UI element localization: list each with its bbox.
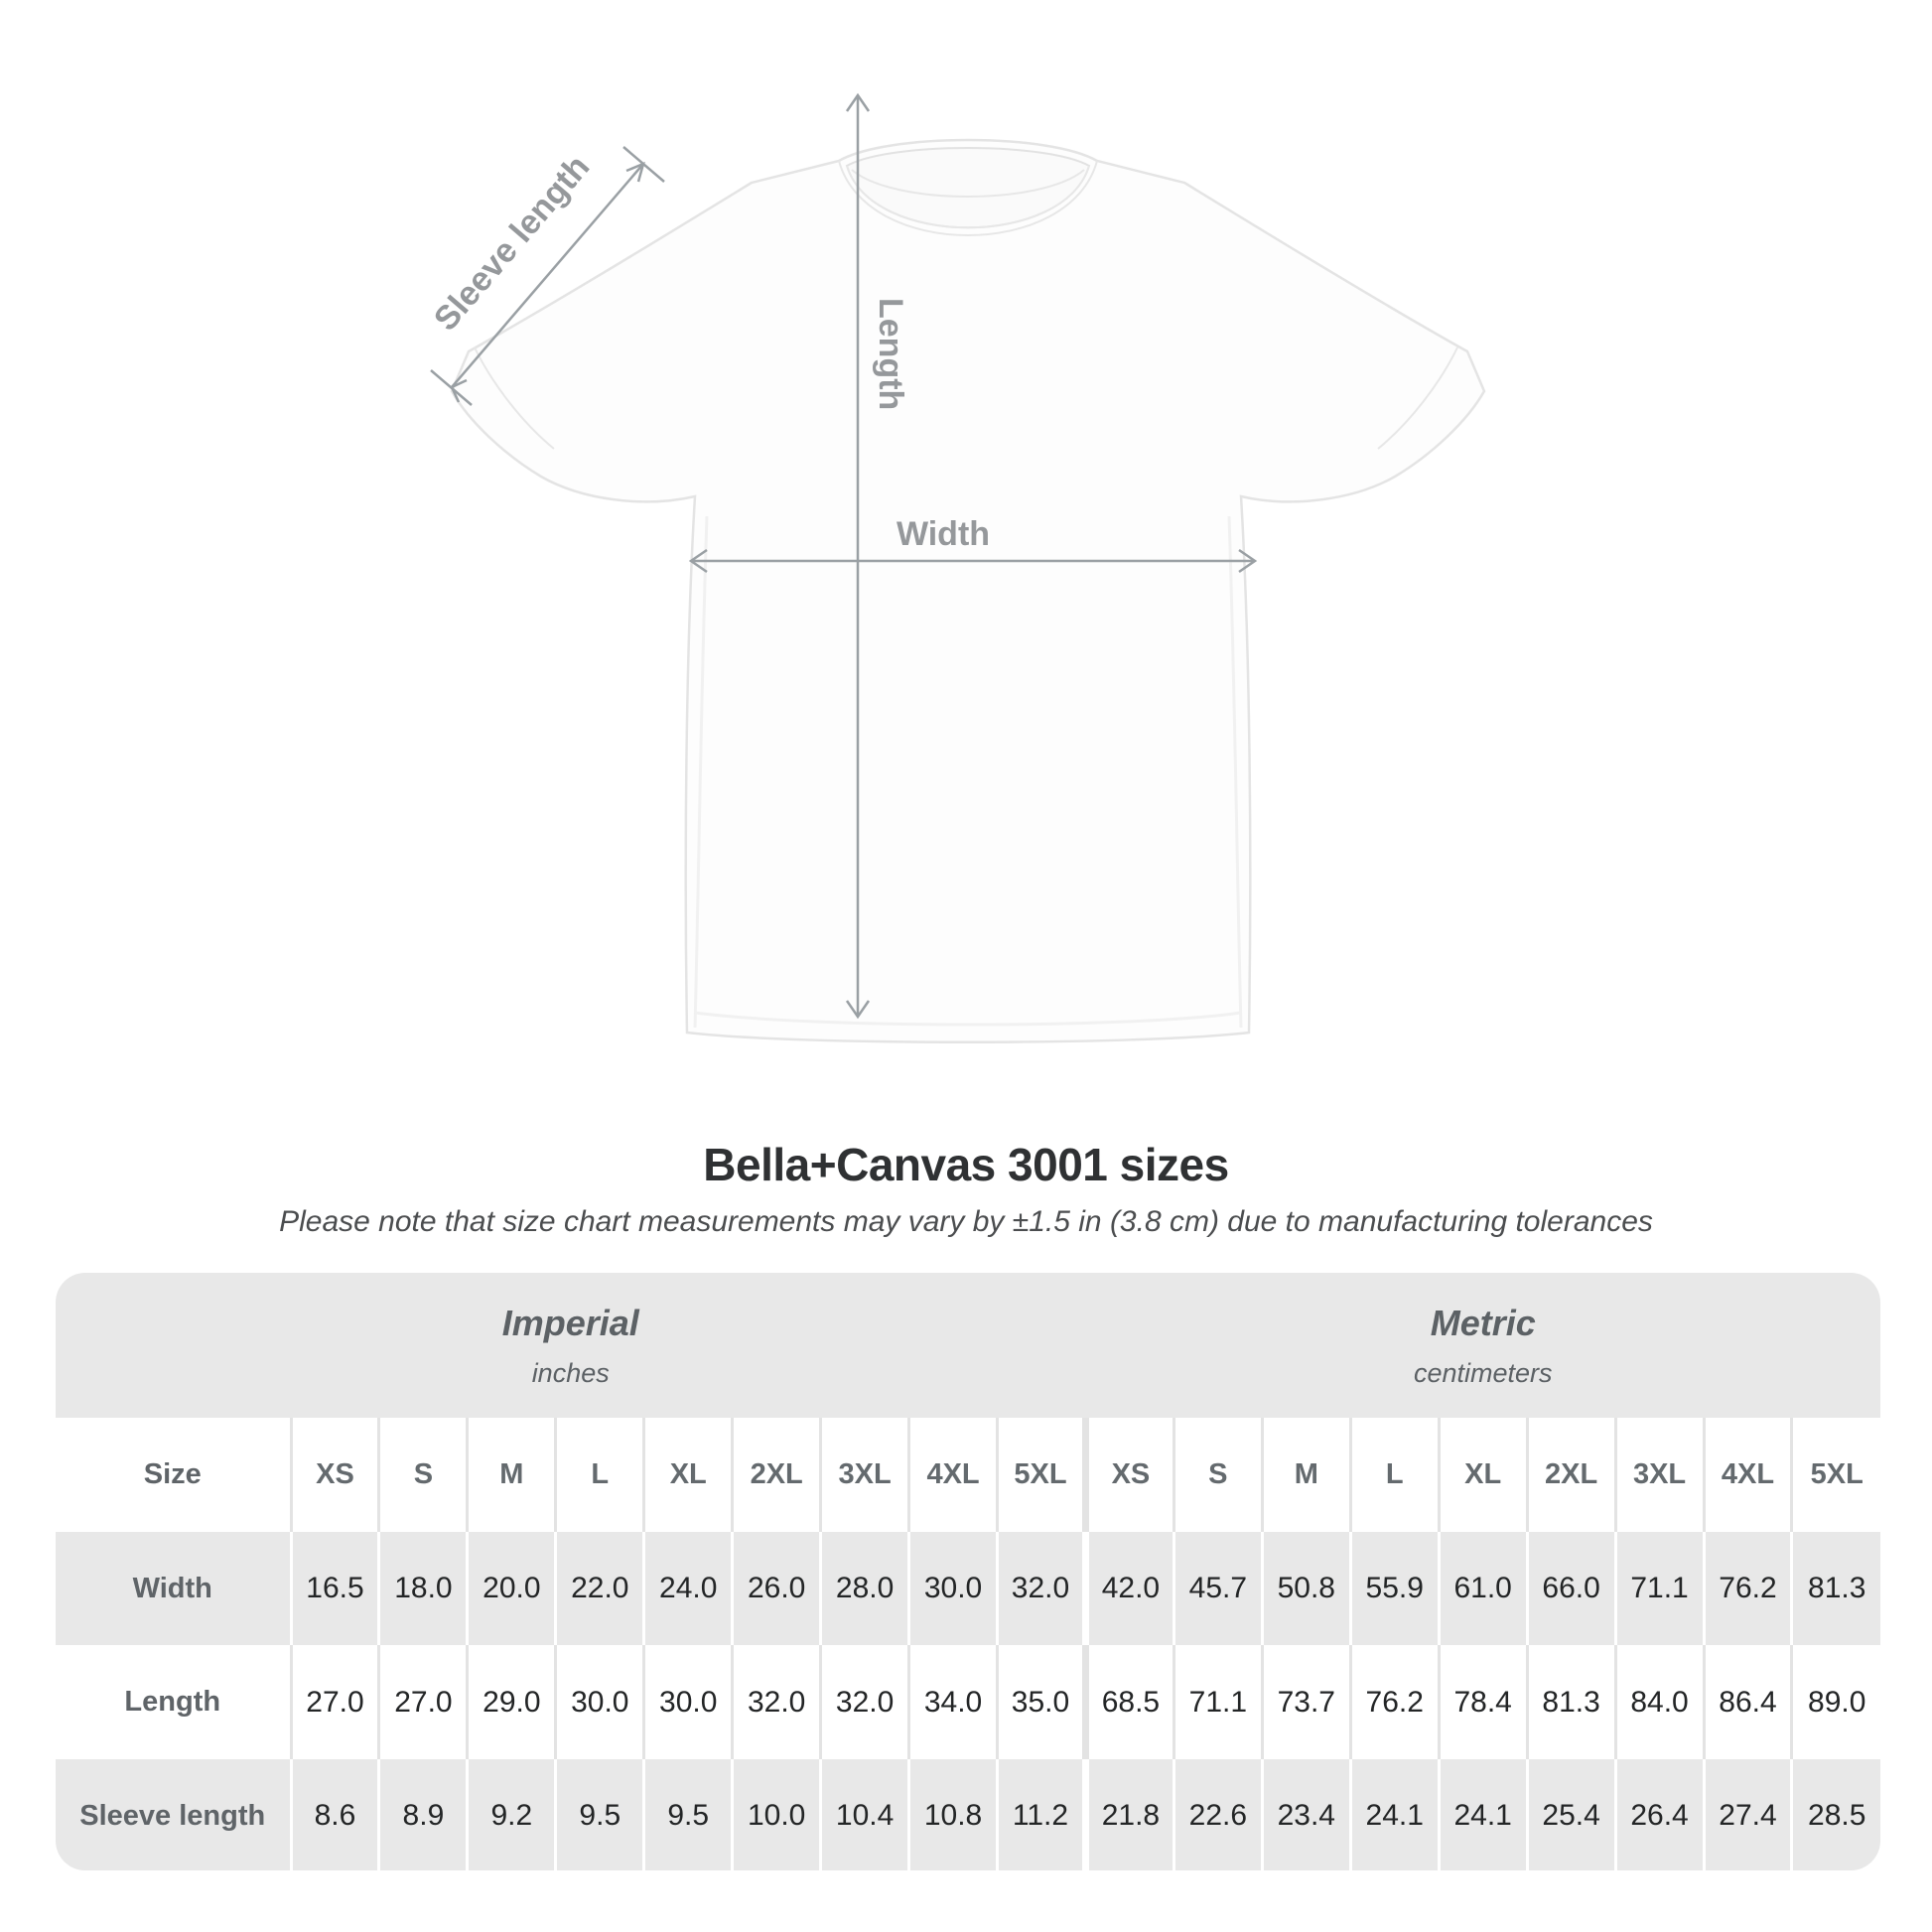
value-imperial: 32.0 bbox=[733, 1645, 821, 1759]
value-imperial: 18.0 bbox=[379, 1532, 468, 1645]
value-imperial: 9.5 bbox=[644, 1759, 733, 1870]
size-header-imperial: 3XL bbox=[821, 1418, 909, 1532]
value-metric: 50.8 bbox=[1262, 1532, 1350, 1645]
tolerance-note: Please note that size chart measurements may vary by ±1.5 in (3.8 cm) due to manufacturing tolerances bbox=[279, 1205, 1653, 1238]
value-metric: 81.3 bbox=[1792, 1532, 1880, 1645]
value-metric: 42.0 bbox=[1085, 1532, 1173, 1645]
row-label: Length bbox=[56, 1645, 291, 1759]
value-metric: 24.1 bbox=[1350, 1759, 1439, 1870]
value-imperial: 29.0 bbox=[468, 1645, 556, 1759]
value-metric: 76.2 bbox=[1704, 1532, 1792, 1645]
size-header-metric: 2XL bbox=[1527, 1418, 1615, 1532]
size-header-imperial: 5XL bbox=[998, 1418, 1086, 1532]
value-imperial: 9.2 bbox=[468, 1759, 556, 1870]
size-header-imperial: M bbox=[468, 1418, 556, 1532]
value-metric: 22.6 bbox=[1173, 1759, 1262, 1870]
size-header-row bbox=[56, 1418, 1880, 1532]
size-header-metric: XL bbox=[1439, 1418, 1527, 1532]
size-header-imperial: XS bbox=[291, 1418, 379, 1532]
value-metric: 21.8 bbox=[1085, 1759, 1173, 1870]
sleeve-length-label: Sleeve length bbox=[426, 148, 598, 339]
value-metric: 86.4 bbox=[1704, 1645, 1792, 1759]
value-imperial: 26.0 bbox=[733, 1532, 821, 1645]
value-imperial: 27.0 bbox=[291, 1645, 379, 1759]
length-label: Length bbox=[872, 298, 909, 411]
value-imperial: 30.0 bbox=[909, 1532, 998, 1645]
value-imperial: 16.5 bbox=[291, 1532, 379, 1645]
value-imperial: 35.0 bbox=[998, 1645, 1086, 1759]
size-header-metric: 3XL bbox=[1615, 1418, 1704, 1532]
size-table-body bbox=[56, 1273, 1880, 1870]
value-metric: 24.1 bbox=[1439, 1759, 1527, 1870]
value-imperial: 34.0 bbox=[909, 1645, 998, 1759]
size-header-metric: S bbox=[1173, 1418, 1262, 1532]
value-imperial: 8.6 bbox=[291, 1759, 379, 1870]
value-imperial: 30.0 bbox=[556, 1645, 644, 1759]
size-header-metric: L bbox=[1350, 1418, 1439, 1532]
size-header-imperial: 2XL bbox=[733, 1418, 821, 1532]
imperial-header bbox=[56, 1273, 1085, 1418]
row-label: Sleeve length bbox=[56, 1759, 291, 1870]
value-metric: 76.2 bbox=[1350, 1645, 1439, 1759]
size-header-imperial: XL bbox=[644, 1418, 733, 1532]
size-header-imperial: S bbox=[379, 1418, 468, 1532]
row-label: Width bbox=[56, 1532, 291, 1645]
measurement-row-sleeve-length bbox=[56, 1759, 1880, 1870]
metric-title: Metric bbox=[1430, 1302, 1536, 1343]
value-metric: 26.4 bbox=[1615, 1759, 1704, 1870]
measurement-row-width bbox=[56, 1532, 1880, 1645]
value-imperial: 24.0 bbox=[644, 1532, 733, 1645]
value-metric: 68.5 bbox=[1085, 1645, 1173, 1759]
value-imperial: 27.0 bbox=[379, 1645, 468, 1759]
size-header-imperial: 4XL bbox=[909, 1418, 998, 1532]
value-metric: 61.0 bbox=[1439, 1532, 1527, 1645]
size-header-metric: 5XL bbox=[1792, 1418, 1880, 1532]
value-imperial: 8.9 bbox=[379, 1759, 468, 1870]
metric-unit: centimeters bbox=[1413, 1357, 1553, 1388]
size-header-imperial: L bbox=[556, 1418, 644, 1532]
value-metric: 73.7 bbox=[1262, 1645, 1350, 1759]
value-imperial: 32.0 bbox=[821, 1645, 909, 1759]
imperial-title: Imperial bbox=[501, 1302, 639, 1343]
tshirt-illustration bbox=[452, 140, 1484, 1042]
value-metric: 66.0 bbox=[1527, 1532, 1615, 1645]
value-metric: 55.9 bbox=[1350, 1532, 1439, 1645]
imperial-unit: inches bbox=[531, 1357, 610, 1388]
value-metric: 25.4 bbox=[1527, 1759, 1615, 1870]
value-imperial: 28.0 bbox=[821, 1532, 909, 1645]
value-metric: 78.4 bbox=[1439, 1645, 1527, 1759]
value-metric: 71.1 bbox=[1173, 1645, 1262, 1759]
value-metric: 28.5 bbox=[1792, 1759, 1880, 1870]
size-col-header: Size bbox=[56, 1418, 291, 1532]
value-imperial: 9.5 bbox=[556, 1759, 644, 1870]
value-imperial: 30.0 bbox=[644, 1645, 733, 1759]
value-metric: 45.7 bbox=[1173, 1532, 1262, 1645]
value-metric: 84.0 bbox=[1615, 1645, 1704, 1759]
value-imperial: 10.4 bbox=[821, 1759, 909, 1870]
metric-header bbox=[1085, 1273, 1880, 1418]
size-header-metric: XS bbox=[1085, 1418, 1173, 1532]
measurement-row-length bbox=[56, 1645, 1880, 1759]
size-header-metric: 4XL bbox=[1704, 1418, 1792, 1532]
value-metric: 81.3 bbox=[1527, 1645, 1615, 1759]
value-imperial: 20.0 bbox=[468, 1532, 556, 1645]
size-header-metric: M bbox=[1262, 1418, 1350, 1532]
value-metric: 89.0 bbox=[1792, 1645, 1880, 1759]
value-imperial: 11.2 bbox=[998, 1759, 1086, 1870]
value-imperial: 10.0 bbox=[733, 1759, 821, 1870]
width-label: Width bbox=[896, 515, 991, 553]
value-metric: 27.4 bbox=[1704, 1759, 1792, 1870]
value-metric: 71.1 bbox=[1615, 1532, 1704, 1645]
value-imperial: 10.8 bbox=[909, 1759, 998, 1870]
page-title: Bella+Canvas 3001 sizes bbox=[703, 1139, 1229, 1190]
value-metric: 23.4 bbox=[1262, 1759, 1350, 1870]
size-table bbox=[56, 1273, 1880, 1870]
value-imperial: 22.0 bbox=[556, 1532, 644, 1645]
unit-header-row bbox=[56, 1273, 1880, 1418]
value-imperial: 32.0 bbox=[998, 1532, 1086, 1645]
